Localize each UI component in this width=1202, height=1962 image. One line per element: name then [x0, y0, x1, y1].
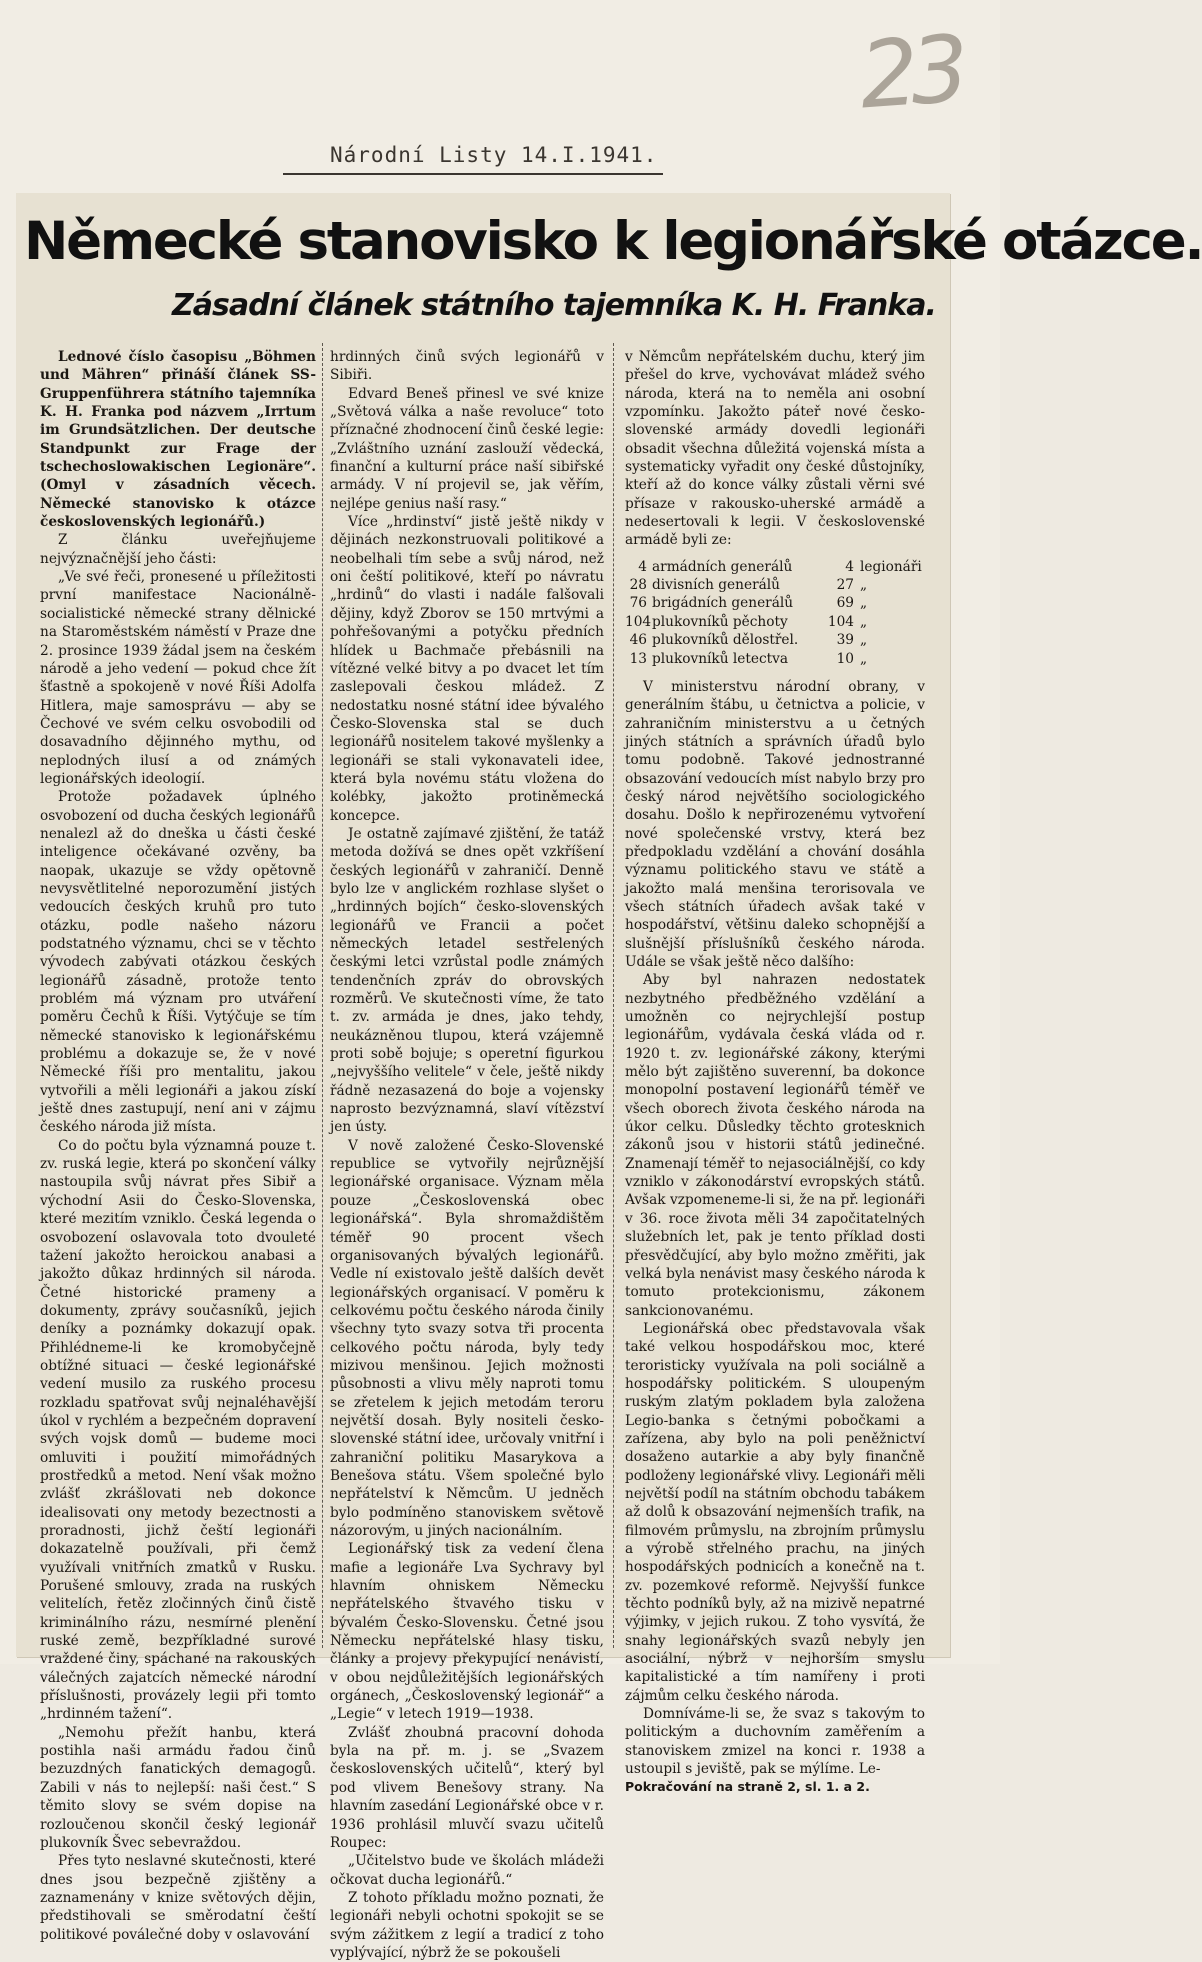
article-paragraph: v Němcům nepřátelském duchu, který jim přešel do krve, vychovávat mládež svého národa, která na to neměla ani osobní vzpomínku. Jakožto páteř nové česko-slovenské armády dovedli legionáři obsadit všechna důležitá vojenská místa a systematicky vyřadit ony české důstojníky, kteří až do konce války zůstali věrni své přísaze v rakousko-uherské armádě a nedesertovali k legii. V československé armádě byli ze:: [625, 349, 925, 549]
stat-unit: legionáři: [860, 558, 922, 575]
article-paragraph: V ministerstvu národní obrany, v generálním štábu, u četnictva a policie, v zahraničním ministerstvu a u četných jiných státních a správních úřadů bylo tomu podobně. Takové jednostranné obsazování vedoucích míst nabylo brzy pro český národ největšího sociologického dosahu. Došlo k nepřirozenému vytvoření nové společenské vrstvy, která bez předpokladu vzdělání a chování dosáhla významu politického stavu ve státě a jakožto malá menšina terorisovala ve všech státních úřadech avšak také v hospodářství, většinu daleko schopnější a slušnější příslušníků českého národa. Udále se však ještě něco dalšího:: [625, 678, 925, 970]
stat-row: [625, 594, 925, 612]
stat-row: [625, 650, 925, 668]
stat-legionaries: 39: [836, 632, 854, 649]
stat-legionaries: 4: [845, 558, 854, 575]
stat-legionaries: 27: [836, 577, 854, 594]
article-column-1: [40, 348, 316, 1943]
column-divider: [613, 343, 615, 1648]
stat-legionaries: 69: [836, 595, 854, 612]
article-paragraph: Více „hrdinství“ jistě ještě nikdy v dějinách nezkonstruovali politikové a neobelhali tím sebe a svůj národ, než oni čeští politikové, kteří po návratu „hrdinů“ do vlasti i nadále falšovali dějiny, když Zborov se 150 mrtvými a pohřešovanými a potyčku předních hlídek u Bachmače přebásnili na vítězné velké bitvy a po dvacet let tím zaslepovali českou mládež. Z nedostatku nosné státní idee bývalého Česko-Slovenska stal se duch legionářů nositelem takové myšlenky a legionáři se stali vykonavateli idee, která byla novému státu vložena do kolébky, jakožto protiněmecká koncepce.: [330, 514, 604, 824]
stat-unit: „: [860, 613, 868, 630]
article-paragraph: Zvlášť zhoubná pracovní dohoda byla na př. m. j. se „Svazem československých učitelů“, který byl pod vlivem Benešovy strany. Na hlavním zasedání Legionářské obce v r. 1936 prohlásil mluvčí svazu učitelů Roupec:: [330, 1724, 604, 1851]
article-subheadline: Zásadní článek státního tajemníka K. H. Franka.: [172, 288, 936, 323]
article-lead: Lednové číslo časopisu „Böhmen und Mähren“ přináší článek SS-Gruppenführera státního tajemníka K. H. Franka pod názvem „Irrtum im Grundsätzlichen. Der deutsche Standpunkt zur Frage der tschechoslowakischen Legionäre“. (Omyl v zásadních věcech. Německé stanovisko k otázce československých legionářů.): [40, 349, 316, 531]
article-column-3: [625, 348, 925, 1795]
article-paragraph: Je ostatně zajímavé zjištění, že tatáž metoda dožívá se dnes opět vzkříšení českých legionářů v zahraničí. Denně bylo lze v anglickém rozhlase slyšet o „hrdinných bojích“ česko-slovenských legionářů ve Francii a počet německých letadel sestřelených českými letci vzrůstal podle známých tendenčních zpráv do obrovských rozměrů. Ve skutečnosti víme, že tato t. zv. armáda je dnes, jako tehdy, neukázněnou tlupou, která vzájemně proti sobě bojuje; s operetní figurkou „nejvyššího velitele“ v čele, ještě nikdy řádně nezasazená do boje a vojensky naprosto bezvýznamná, slaví vítězství jen ústy.: [330, 825, 604, 1136]
article-paragraph: Přes tyto neslavné skutečnosti, které dnes jsou bezpečně zjištěny a zaznamenány v knize světových dějin, předstihovali se směrodatní čeští politikové poválečné doby v oslavování: [40, 1853, 316, 1943]
stat-row: [625, 576, 925, 594]
stat-row: [625, 613, 925, 631]
stat-unit: „: [860, 595, 868, 612]
stat-rank: plukovníků pěchoty: [652, 613, 788, 630]
article-paragraph: „Ve své řeči, pronesené u příležitosti první manifestace Nacionálně-socialistické německé strany dělnické na Staroměstském náměstí v Praze dne 2. prosince 1939 žádal jsem na českém národě a jeho vedení — pokud chce žít šťastně a spokojeně v nové Říši Adolfa Hitlera, maje samosprávu — aby se Čechové ve svém celku osvobodili od dosavadního dějinného mythu, od neplodných ilusí a od známých legionářských ideologií.: [40, 569, 316, 787]
column-divider: [322, 343, 324, 1648]
article-paragraph: V nově založené Česko-Slovenské republice se vytvořily nejrůznější legionářské organisace. Význam měla pouze „Československá obec legionářská“. Byla shromaždištěm téměř 90 procent všech organisovaných bývalých legionářů. Vedle ní existovalo ještě dalších devět legionářských organisací. V poměru k celkovému počtu českého národa činily všechny tyto svazy sotva tři procenta celkového počtu národa, byly tedy mizivou menšinou. Jejich možnosti působnosti a vlivu měly naproti tomu se zřetelem k jejich metodám teroru největší dosah. Byly nositeli česko-slovenské státní idee, určovaly vnitřní i zahraniční politiku Masarykova a Benešova státu. Všem společné bylo nepřátelství k Němcům. U jedněch bylo podmíněno stanoviskem světově názorovým, u jiných nacionálním.: [330, 1137, 604, 1539]
stat-legionaries: 104: [827, 613, 854, 630]
article-paragraph: Edvard Beneš přinesl ve své knize „Světová válka a naše revoluce“ toto příznačné zhodnocení činů české legie: „Zvláštního uznání zaslouží vědecká, finanční a kulturní práce naší sibiřské armády. V ní projevil se, jak věřím, nejlépe genius naší rasy.“: [330, 385, 604, 512]
stat-rank: plukovníků dělostřel.: [652, 632, 799, 649]
stat-count: 13: [629, 650, 647, 667]
article-paragraph: Legionářská obec představovala však také velkou hospodářskou moc, které teroristicky využívala na poli sociálně a hospodářsky politickém. S uloupeným ruským zlatým pokladem byla založena Legio-banka s četnými pobočkami a zařízena, aby bylo na poli peněžnictví dosaženo autarkie a aby byly finančně podloženy legionářské vlivy. Legionáři měli největší podíl na státním obchodu tabákem až dolů k obsazování nejmenších trafik, na filmovém průmyslu, na zbrojním průmyslu a výrobě střelného prachu, na jiných hospodářských podnicích a konečně na t. zv. pozemkové reformě. Nejvyšší funkce těchto podníků byly, až na mizivě nepatrné výjimky, v jejich rukou. Z toho vysvítá, že snahy legionářských svazů nebyly jen asociální, nýbrž v nejhorším smyslu kapitalistické a tím namířeny i proti zájmům celku českého národa.: [625, 1320, 925, 1704]
stat-count: 4: [638, 558, 647, 575]
stat-rank: armádních generálů: [652, 558, 793, 575]
article-paragraph: hrdinných činů svých legionářů v Sibiři.: [330, 349, 604, 384]
stat-row: [625, 631, 925, 649]
article-paragraph: Z článku uveřejňujeme nejvýznačnější jeho části:: [40, 532, 316, 567]
officer-statistics-table: [625, 558, 925, 668]
article-paragraph: Co do počtu byla významná pouze t. zv. ruská legie, která po skončení války nastoupila svůj návrat přes Sibiř a východní Asii do Česko-Slovenska, které mezitím vzniklo. Česká legenda o osvobození oslavovala toto dvouleté tažení jakožto heroickou anabasi a jakožto důkaz hrdinných sil národa. Četné historické prameny a dokumenty, zprávy současníků, jejich deníky a poznámky dokazují opak. Přihlédneme-li ke kromobyčejně obtížné situaci — české legionářské vedení musilo za ruského procesu rozkladu spatřovat svůj nejnaléhavější úkol v rychlém a bezpečném dopravení svých vojsk domů — budeme moci omluviti i použití mimořádných prostředků a metod. Není však možno zvlášť zkrášlovati neb dokonce idealisovati ony metody bezectnosti a proradnosti, jichž čeští legionáři dokazatelně používali, při čemž využívali vnitřních zmatků v Rusku. Porušené smlouvy, zrada na ruských velitelích, řetěz zločinných činů čistě kriminálního rázu, nesmírné plenění ruské země, bezpříkladné surové vraždené činy, spáchané na rakouských válečných zajatcích německé národní příslušnosti, provázely legii při tomto „hrdinném tažení“.: [40, 1137, 316, 1723]
article-paragraph: Domníváme-li se, že svaz s takovým to politickým a duchovním zaměřením a stanoviskem zmizel na konci r. 1938 a ustoupil s jeviště, pak se mýlíme. Le-: [625, 1706, 925, 1778]
article-paragraph: „Učitelstvo bude ve školách mládeži očkovat ducha legionářů.“: [330, 1853, 604, 1888]
stat-count: 28: [629, 577, 647, 594]
stat-rank: divisních generálů: [652, 577, 780, 594]
handwritten-page-number: 23: [856, 15, 965, 130]
stat-unit: „: [860, 650, 868, 667]
source-citation: Národní Listy 14.I.1941.: [330, 143, 658, 167]
stat-unit: „: [860, 632, 868, 649]
stat-unit: „: [860, 577, 868, 594]
stat-rank: plukovníků letectva: [652, 650, 789, 667]
article-paragraph: Z tohoto příkladu možno poznati, že legionáři nebyli ochotni spokojit se se svým zážitkem z legií a tradicí z toho vyplývající, nýbrž že se pokoušeli: [330, 1889, 604, 1961]
article-paragraph: Protože požadavek úplného osvobození od ducha českých legionářů nenalezl až do dneška u části české inteligence očekávané ozvěny, ba naopak, ukazuje se vždy opětovně nevysvětlitelné neporozumění jistých vedoucích českých kruhů pro tuto otázku, podle našeho názoru podstatného významu, chci se v těchto vývodech zabývati otázkou českých legionářů zásadně, protože tento problém má význam pro utváření poměru Čechů k Říši. Vytýčuje se tím německé stanovisko k legionářskému problému a dokazuje se, že v nové Německé říši pro mentalitu, jakou vytvořili a měli legionáři a jakou získí ještě dnes zastupují, není ani v zájmu českého národa již místa.: [40, 789, 316, 1136]
article-headline: Německé stanovisko k legionářské otázce.: [24, 211, 1202, 272]
stat-count: 76: [629, 595, 647, 612]
stat-count: 104: [625, 613, 652, 630]
source-underline: [283, 173, 663, 175]
article-column-2: [330, 348, 604, 1961]
stat-count: 46: [629, 632, 647, 649]
stat-row: [625, 558, 925, 576]
article-paragraph: Aby byl nahrazen nedostatek nezbytného předběžného vzdělání a umožněn co nejrychlejší postup legionářům, vydávala česká vláda od r. 1920 t. zv. legionářské zákony, kterými mělo být zajištěno suverenní, ba dokonce monopolní postavení legionářů téměř ve všech oborech života českého národa na úkor celku. Důsledky těchto grotesknich zákonů jsou v historii států jedinečné. Znamenají téměř to nejasociálnější, co kdy vzniklo v zákonodárství evropských států. Avšak vzpomeneme-li si, že na př. legionáři v 36. roce života měli 34 započitatelných služebních let, pak je tento příklad dosti přesvědčující, aby bylo možno změřiti, jak velká byla nenávist masy českého národa k tomuto protekcionismu, zákonem sankcionovanému.: [625, 972, 925, 1319]
article-paragraph: Legionářský tisk za vedení člena mafie a legionáře Lva Sychravy byl hlavním ohniskem Německu nepřátelského štvavého tisku v bývalém Česko-Slovensku. Četné jsou Německu nepřátelské hlasy tisku, články a projevy překypující nenávistí, v obou nejdůležitějších legionářských orgánech, „Československý legionář“ a „Legie“ v letech 1919—1938.: [330, 1541, 604, 1723]
stat-rank: brigádních generálů: [652, 595, 794, 612]
continuation-note: Pokračování na straně 2, sl. 1. a 2.: [625, 1779, 870, 1795]
article-paragraph: „Nemohu přežít hanbu, která postihla naši armádu řadou činů bezuzdných fanatických demagogů. Zabili v nás to nejlepší: naši čest.“ S těmito slovy se svém dopise na rozloučenou skončil český legionář plukovník Švec sebevraždou.: [40, 1724, 316, 1851]
stat-legionaries: 10: [836, 650, 854, 667]
